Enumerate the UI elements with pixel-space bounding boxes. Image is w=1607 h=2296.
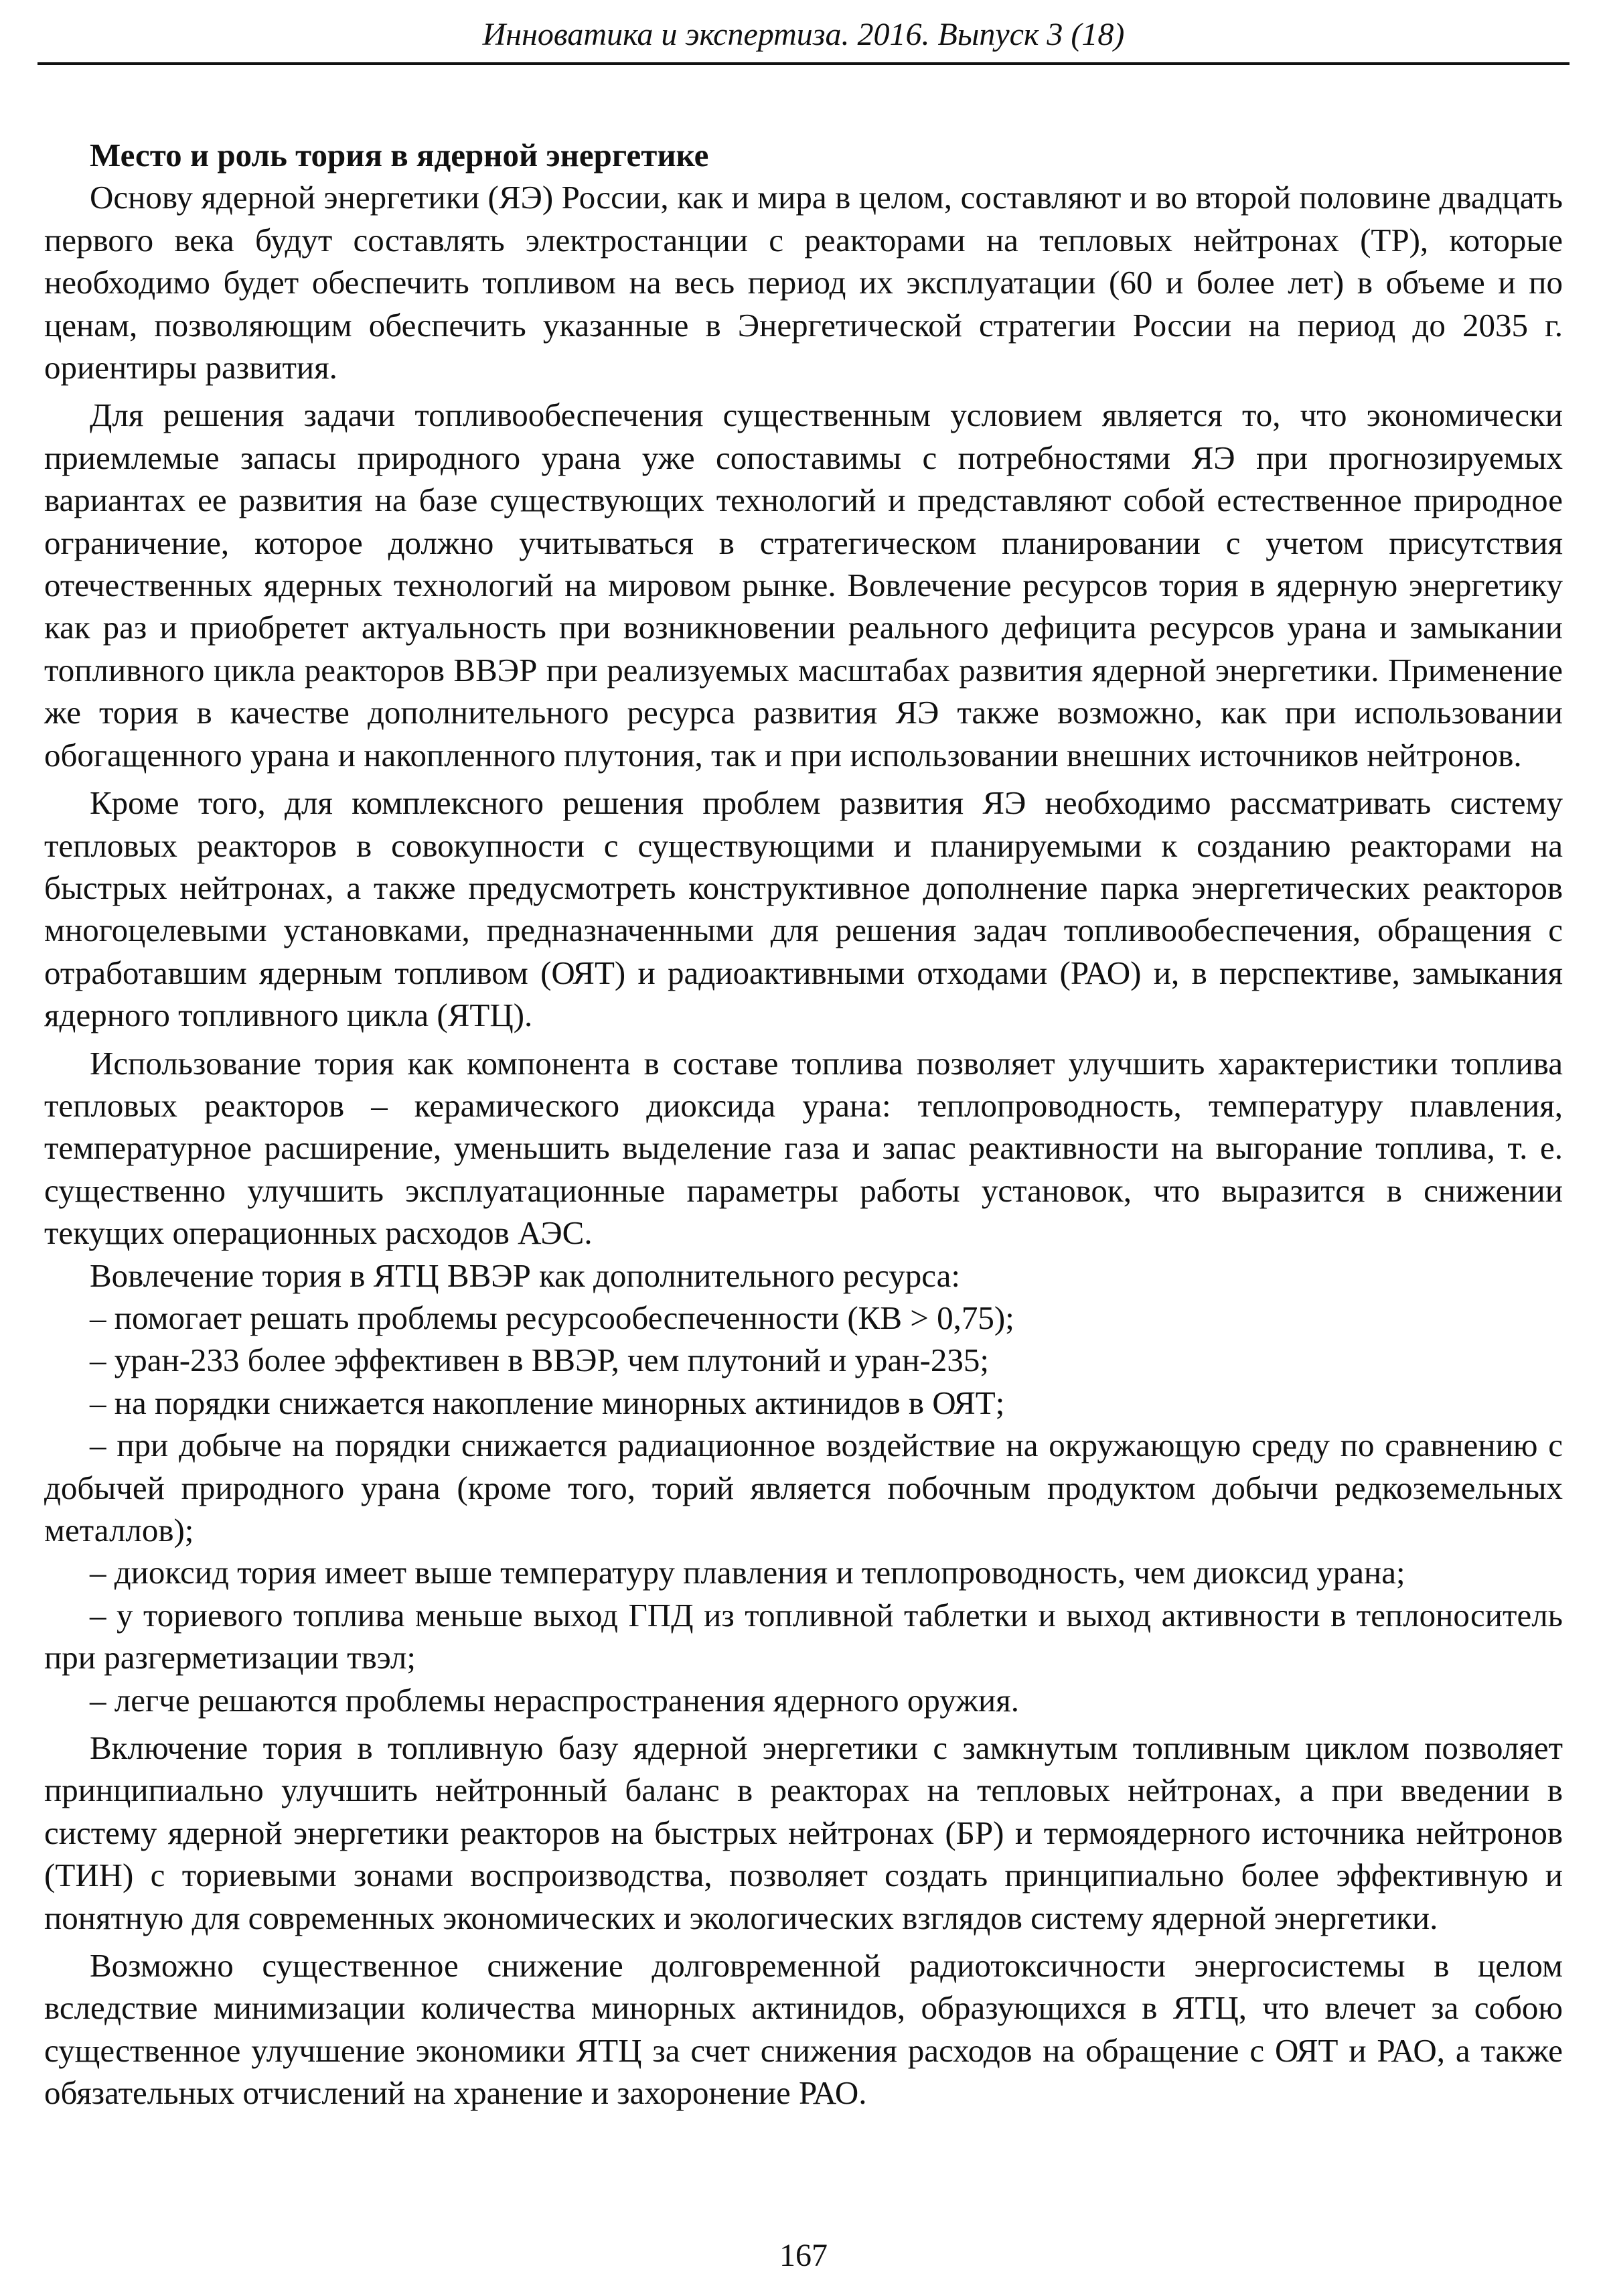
section-heading: Место и роль тория в ядерной энергетике (90, 137, 709, 173)
list-item: – помогает решать проблемы ресурсообеспеченности (КВ > 0,75); (90, 1299, 1014, 1336)
paragraph: Основу ядерной энергетики (ЯЭ) России, как и мира в целом, составляют и во второй половине двадцать первого века будут составлять электростанции с реакторами на тепловых нейтронах (ТР), которые необходимо будет обеспечить топливом на весь период их эксплуатации (60 и более лет) в объеме и по ценам, позволяющим обеспечить указанные в Энергетической стратегии России на период до 2035 г. ориентиры развития. (44, 179, 1563, 386)
list-item: – у ториевого топлива меньше выход ГПД из топливной таблетки и выход активности в теплоноситель при разгерметизации твэл; (44, 1596, 1563, 1676)
paragraph: Включение тория в топливную базу ядерной энергетики с замкнутым топливным циклом позволяет принципиально улучшить нейтронный баланс в реакторах на тепловых нейтронах, а при введении в систему ядерной энергетики реакторов на быстрых нейтронах (БР) и термоядерного источника нейтронов (ТИН) с ториевыми зонами воспроизводства, позволяет создать принципиально более эффективную и понятную для современных экономических и экологических взглядов систему ядерной энергетики. (44, 1729, 1563, 1936)
paragraph: Для решения задачи топливообеспечения существенным условием является то, что экономически приемлемые запасы природного урана уже сопоставимы с потребностями ЯЭ при прогнозируемых вариантах ее развития на базе существующих технологий и представляют собой естественное природное ограничение, которое должно учитываться в стратегическом планировании с учетом присутствия отечественных ядерных технологий на мировом рынке. Вовлечение ресурсов тория в ядерную энергетику как раз и приобретет актуальность при возникновении реального дефицита ресурсов урана и замыкании топливного цикла реакторов ВВЭР при реализуемых масштабах развития ядерной энергетики. Применение же тория в качестве дополнительного ресурса развития ЯЭ также возможно, как при использовании обогащенного урана и накопленного плутония, так и при использовании внешних источников нейтронов. (44, 397, 1563, 774)
paragraph: Использование тория как компонента в составе топлива позволяет улучшить характеристики топлива тепловых реакторов – керамического диоксида урана: теплопроводность, температуру плавления, температурное расширение, уменьшить выделение газа и запас реактивности на выгорание топлива, т. е. существенно улучшить эксплуатационные параметры работы установок, что выразится в снижении текущих операционных расходов АЭС. (44, 1044, 1563, 1252)
paragraph: Возможно существенное снижение долговременной радиотоксичности энергосистемы в целом вследствие минимизации количества минорных актинидов, образующихся в ЯТЦ, что влечет за собою существенное улучшение экономики ЯТЦ за счет снижения расходов на обращение с ОЯТ и РАО, а также обязательных отчислений на хранение и захоронение РАО. (44, 1947, 1563, 2112)
list-item: – на порядки снижается накопление минорных актинидов в ОЯТ; (90, 1384, 1005, 1421)
paragraph: Вовлечение тория в ЯТЦ ВВЭР как дополнительного ресурса: (90, 1257, 960, 1294)
list-item: – при добыче на порядки снижается радиационное воздействие на окружающую среду по сравнению с добычей природного урана (кроме того, торий является побочным продуктом добычи редкоземельных металлов); (44, 1427, 1563, 1549)
running-header: Инноватика и экспертиза. 2016. Выпуск 3 (18) (482, 17, 1125, 52)
page-number: 167 (779, 2238, 828, 2273)
list-item: – легче решаются проблемы нераспространения ядерного оружия. (90, 1681, 1020, 1719)
header-rule (37, 62, 1570, 65)
list-item: – уран-233 более эффективен в ВВЭР, чем плутоний и уран-235; (90, 1342, 989, 1379)
paragraph: Кроме того, для комплексного решения проблем развития ЯЭ необходимо рассматривать систему тепловых реакторов в совокупности с существующими и планируемыми к созданию реакторами на быстрых нейтронах, а также предусмотреть конструктивное дополнение парка энергетических реакторов многоцелевыми установками, предназначенными для решения задач топливообеспечения, обращения с отработавшим ядерным топливом (ОЯТ) и радиоактивными отходами (РАО) и, в перспективе, замыкания ядерного топливного цикла (ЯТЦ). (44, 784, 1563, 1034)
article-body (44, 134, 1563, 2114)
list-item: – диоксид тория имеет выше температуру плавления и теплопроводность, чем диоксид урана; (90, 1554, 1405, 1591)
